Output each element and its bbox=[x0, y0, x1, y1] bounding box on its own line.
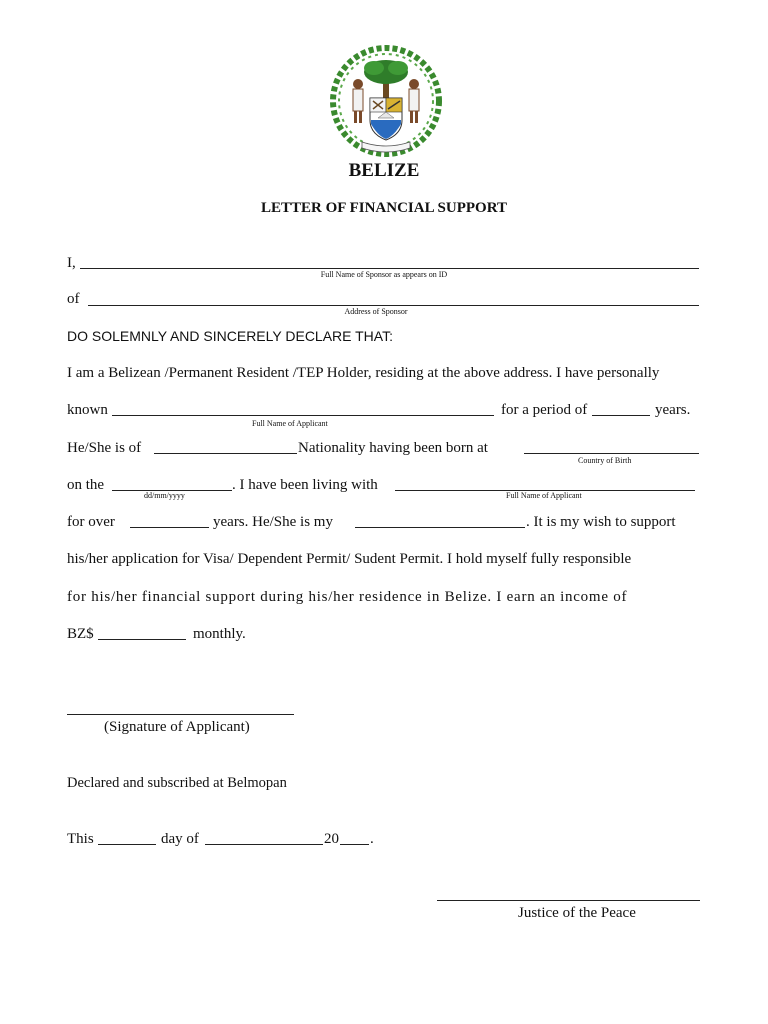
applicant-signature-label: (Signature of Applicant) bbox=[104, 719, 250, 735]
date-format-caption: dd/mm/yyyy bbox=[144, 491, 185, 500]
sponsor-address-caption: Address of Sponsor bbox=[344, 307, 408, 316]
country-of-birth-field[interactable] bbox=[524, 453, 699, 454]
belize-coat-of-arms-emblem bbox=[328, 42, 444, 160]
years-living-field[interactable] bbox=[130, 527, 209, 528]
year-prefix: 20 bbox=[324, 831, 339, 847]
relationship-label: years. He/She is my bbox=[213, 514, 333, 530]
years-known-field[interactable] bbox=[592, 415, 650, 416]
monthly-label: monthly. bbox=[193, 626, 246, 642]
for-over-label: for over bbox=[67, 514, 115, 530]
mahogany-tree-icon bbox=[364, 60, 408, 100]
shield-icon bbox=[370, 98, 402, 140]
income-statement: for his/her financial support during his/her residence in Belize. I earn an income of bbox=[67, 589, 628, 605]
jp-label: Justice of the Peace bbox=[518, 905, 636, 921]
date-period: . bbox=[370, 831, 374, 847]
day-field[interactable] bbox=[98, 844, 156, 845]
period-label: for a period of bbox=[501, 402, 588, 418]
address-prefix: of bbox=[67, 291, 80, 307]
nationality-prefix: He/She is of bbox=[67, 440, 142, 456]
this-label: This bbox=[67, 831, 94, 847]
on-the-label: on the bbox=[67, 477, 105, 493]
applicant-signature-field[interactable] bbox=[67, 714, 294, 715]
month-field[interactable] bbox=[205, 844, 323, 845]
living-with-label: . I have been living with bbox=[232, 477, 378, 493]
sponsor-prefix: I, bbox=[67, 255, 76, 271]
relationship-field[interactable] bbox=[355, 527, 525, 528]
country-name: BELIZE bbox=[348, 160, 420, 181]
known-label: known bbox=[67, 402, 108, 418]
sponsor-address-field[interactable] bbox=[88, 305, 699, 306]
document-title: LETTER OF FINANCIAL SUPPORT bbox=[260, 200, 508, 216]
residency-statement: I am a Belizean /Permanent Resident /TEP Holder, residing at the above address. I have personally bbox=[67, 365, 660, 381]
sponsor-name-field[interactable] bbox=[80, 268, 699, 269]
sponsor-name-caption: Full Name of Sponsor as appears on ID bbox=[320, 270, 448, 279]
applicant-name-caption: Full Name of Applicant bbox=[252, 419, 328, 428]
currency-label: BZ$ bbox=[67, 626, 94, 642]
applicant-name-field[interactable] bbox=[112, 415, 494, 416]
monthly-income-field[interactable] bbox=[98, 639, 186, 640]
declared-at-label: Declared and subscribed at Belmopan bbox=[67, 775, 287, 791]
application-statement: his/her application for Visa/ Dependent Permit/ Sudent Permit. I hold myself fully responsible bbox=[67, 551, 632, 567]
declaration-heading: DO SOLEMNLY AND SINCERELY DECLARE THAT: bbox=[67, 328, 393, 344]
jp-signature-field[interactable] bbox=[437, 900, 700, 901]
nationality-field[interactable] bbox=[154, 453, 297, 454]
applicant-name-caption-2: Full Name of Applicant bbox=[506, 491, 582, 500]
years-label: years. bbox=[655, 402, 691, 418]
born-at-label: Nationality having been born at bbox=[298, 440, 488, 456]
year-field[interactable] bbox=[340, 844, 369, 845]
support-wish-label: . It is my wish to support bbox=[526, 514, 676, 530]
day-of-label: day of bbox=[161, 831, 199, 847]
country-of-birth-caption: Country of Birth bbox=[578, 456, 632, 465]
